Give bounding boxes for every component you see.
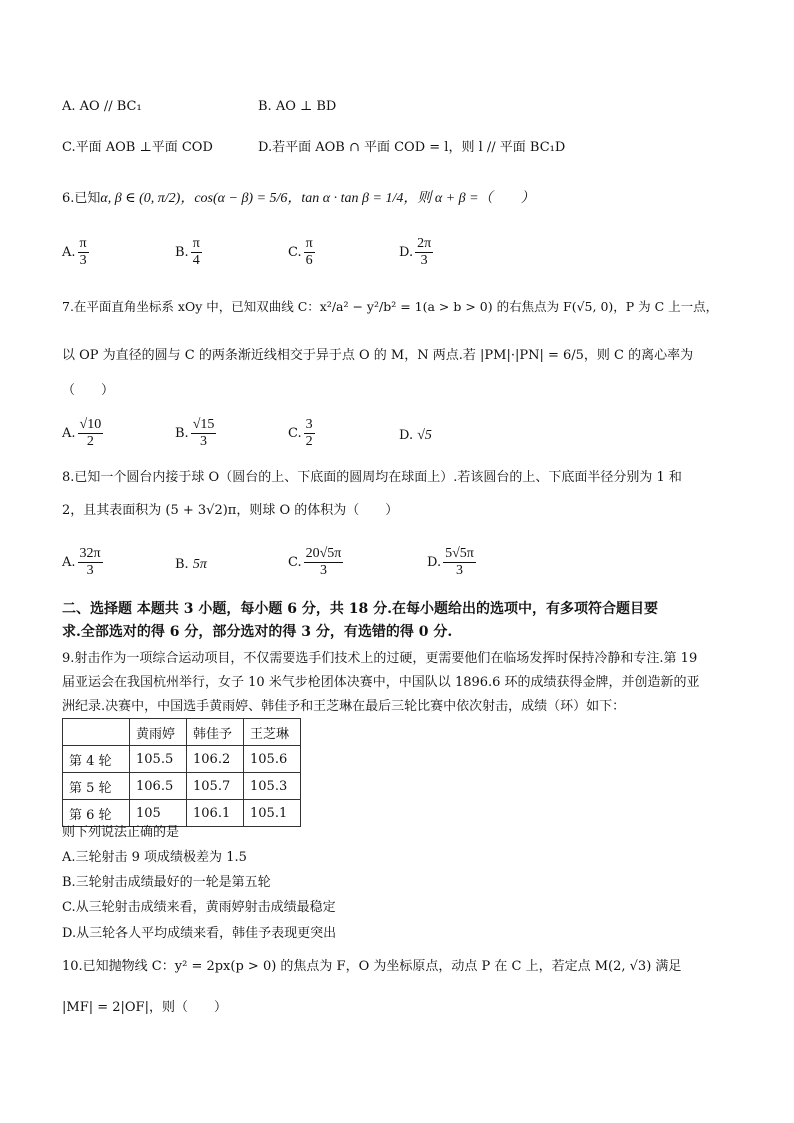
q9-option-b: B.三轮射击成绩最好的一轮是第五轮 [62, 875, 271, 890]
q6-stem [62, 189, 535, 209]
q7-stem-line1: 7.在平面直角坐标系 xOy 中，已知双曲线 C：x²/a² − y²/b² = 1(a > b > 0) 的右焦点为 F(√5, 0)，P 为 C 上一点， [62, 299, 719, 314]
q8-stem-line1: 8.已知一个圆台内接于球 O（圆台的上、下底面的圆周均在球面上）.若该圆台的上、下底面半径分别为 1 和 [62, 470, 682, 485]
q9-stem-line2: 届亚运会在我国杭州举行，女子 10 米气步枪团体决赛中，中国队以 1896.6 环的成绩获得金牌，并创造新的亚 [62, 675, 700, 690]
table-cell: 105 [130, 800, 187, 827]
q8-option-a: A. $\frac{32\pi}{3}$ [62, 546, 101, 578]
table-cell: 第 5 轮 [63, 773, 130, 800]
q7-option-c: C. $\frac{3}{2}$ [288, 417, 313, 449]
q7-stem-line2: 以 OP 为直径的圆与 C 的两条渐近线相交于异于点 O 的 M，N 两点.若 |PM|·|PN| = 6/5，则 C 的离心率为 [62, 348, 694, 363]
q5-option-c: C.平面 AOB ⊥平面 COD [62, 140, 213, 155]
q9-stem-line1: 9.射击作为一项综合运动项目，不仅需要选手们技术上的过硬，更需要他们在临场发挥时保持冷静和专注.第 19 [62, 651, 698, 666]
table-cell: 106.5 [130, 773, 187, 800]
table-cell: 105.1 [244, 800, 301, 827]
q5-option-d: D.若平面 AOB ∩ 平面 COD = l，则 l // 平面 BC₁D [258, 140, 566, 155]
q7-option-a: A. $\frac{√10}{2}$ [62, 417, 102, 449]
q6-stem-condition: α, β ∈ (0, π/2)，cos(α − β) = 5/6，tan α · tan β = 1/4，则 α + β =（ ） [100, 191, 535, 206]
q5-option-b: B. AO ⊥ BD [258, 99, 337, 114]
q6-stem-prefix: 6.已知 [62, 191, 101, 206]
q8-stem-line2: 2，且其表面积为 (5 + 3√2)π，则球 O 的体积为（ ） [62, 503, 399, 518]
table-cell: 105.5 [130, 746, 187, 773]
q7-option-d: D. √5 [399, 428, 432, 443]
table-cell: 105.6 [244, 746, 301, 773]
table-row [63, 773, 301, 800]
table-header-cell: 韩佳予 [187, 719, 244, 746]
q8-option-c: C. $\frac{20√5\pi}{3}$ [288, 546, 342, 578]
q8-option-d: D. $\frac{5√5\pi}{3}$ [427, 546, 474, 578]
table-header-cell: 王芝琳 [244, 719, 301, 746]
q5-option-a: A. AO // BC₁ [62, 99, 142, 114]
table-header-cell [63, 719, 130, 746]
q9-stem-line3: 洲纪录.决赛中，中国选手黄雨婷、韩佳予和王芝琳在最后三轮比赛中依次射击，成绩（环）如下： [62, 699, 626, 714]
q9-option-c: C.从三轮射击成绩来看，黄雨婷射击成绩最稳定 [62, 900, 336, 915]
section2-heading-line1: 二、选择题 本题共 3 小题，每小题 6 分，共 18 分.在每小题给出的选项中，有多项符合题目要 [62, 601, 658, 617]
table-cell: 105.3 [244, 773, 301, 800]
q9-score-table [62, 718, 301, 827]
q9-option-d: D.从三轮各人平均成绩来看，韩佳予表现更突出 [62, 926, 337, 941]
table-header-row [63, 719, 301, 746]
q7-answer-paren: （ ） [62, 383, 115, 398]
q9-prompt: 则下列说法正确的是 [62, 825, 180, 840]
section2-heading-line2: 求.全部选对的得 6 分，部分选对的得 3 分，有选错的得 0 分. [62, 624, 453, 640]
q7-option-b: B. $\frac{√15}{3}$ [175, 417, 215, 449]
table-cell: 105.7 [187, 773, 244, 800]
table-row [63, 746, 301, 773]
q6-option-b: B. $\frac{\pi}{4}$ [175, 236, 200, 268]
table-cell: 第 4 轮 [63, 746, 130, 773]
q10-stem-line2: |MF| = 2|OF|，则（ ） [62, 1000, 227, 1015]
q10-stem-line1: 10.已知抛物线 C：y² = 2px(p > 0) 的焦点为 F，O 为坐标原点，动点 P 在 C 上，若定点 M(2, √3) 满足 [62, 959, 682, 974]
q6-option-a: A. $\frac{\pi}{3}$ [62, 236, 87, 268]
table-cell: 106.1 [187, 800, 244, 827]
table-cell: 第 6 轮 [63, 800, 130, 827]
table-cell: 106.2 [187, 746, 244, 773]
q8-option-b: B. 5π [175, 557, 207, 572]
table-header-cell: 黄雨婷 [130, 719, 187, 746]
q6-option-c: C. $\frac{\pi}{6}$ [288, 236, 313, 268]
q9-option-a: A.三轮射击 9 项成绩极差为 1.5 [62, 850, 247, 865]
q6-option-d: D. $\frac{2\pi}{3}$ [399, 236, 432, 268]
